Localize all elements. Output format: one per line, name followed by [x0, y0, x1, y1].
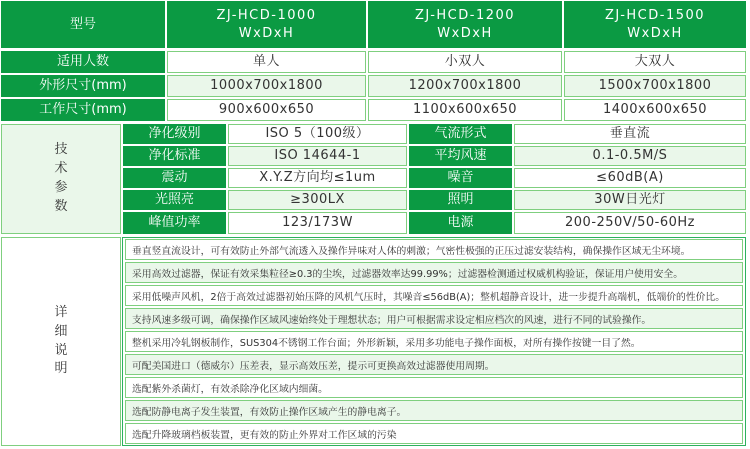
- detail-item: 整机采用冷轧钢板制作，SUS304不锈钢工作台面；外形新颖，采用多功能电子操作面板，对所有操作按键一目了然。: [125, 331, 743, 352]
- tech-value: 0.1-0.5M/S: [514, 146, 746, 166]
- row-value: 1100x600x650: [368, 99, 562, 121]
- tech-label: 照明: [409, 190, 512, 210]
- tech-label: 震动: [123, 168, 226, 188]
- model-dim-label: WxDxH: [238, 25, 295, 41]
- model-dim-label: WxDxH: [627, 25, 683, 41]
- detail-item: 可配美国进口（德威尔）压差表，显示高效压差，提示可更换高效过滤器使用周期。: [125, 354, 743, 375]
- detail-item: 选配紫外杀菌灯，有效杀除净化区域内细菌。: [125, 377, 743, 398]
- tech-value: 30W日光灯: [514, 190, 746, 210]
- tech-value: ISO 14644-1: [228, 146, 407, 166]
- tech-label: 净化标准: [123, 146, 226, 166]
- tech-value: ISO 5（100级）: [228, 124, 407, 144]
- model-header-1000: [167, 1, 366, 48]
- tech-label: 峰值功率: [123, 212, 226, 234]
- detail-item: 采用低噪声风机，2倍于高效过滤器初始压降的风机气压时，其噪音≤56dB(A)；整机超静音设计，进一步提升高端机，低端价的性价比。: [125, 285, 743, 306]
- row-value: 900x600x650: [167, 99, 366, 121]
- detail-item: 选配防静电离子发生装置，有效防止操作区域产生的静电离子。: [125, 400, 743, 421]
- spec-table: [1, 1, 746, 447]
- detail-item: 采用高效过滤器，保证有效采集粒径≥0.3的尘埃，过滤器效率达99.99%；过滤器检测通过权威机构验证，保证用户使用安全。: [125, 262, 743, 283]
- row-value: 1000x700x1800: [167, 75, 366, 97]
- detail-item: 垂直竖直流设计，可有效防止外部气流透入及操作异味对人体的刺激；气密性极强的正压过滤安装结构，确保操作区域无尘环境。: [125, 239, 743, 260]
- model-name: ZJ-HCD-1500: [604, 7, 706, 23]
- tech-value: 垂直流: [514, 124, 746, 144]
- row-label-capacity: 适用人数: [1, 51, 165, 73]
- details-section-label: [1, 237, 121, 446]
- row-label-outer-size: 外形尺寸(mm): [1, 75, 165, 97]
- row-value: 1500x700x1800: [564, 75, 746, 97]
- row-value: 小双人: [368, 51, 562, 73]
- model-dim-label: WxDxH: [437, 25, 493, 41]
- detail-item: 选配升降玻璃档板装置，更有效的防止外界对工作区域的污染: [125, 423, 743, 444]
- model-header-1500: [564, 1, 746, 48]
- tech-value: ≥300LX: [228, 190, 407, 210]
- tech-value: ≤60dB(A): [514, 168, 746, 188]
- tech-section-label: [1, 124, 121, 234]
- row-value: 1200x700x1800: [368, 75, 562, 97]
- row-value: 单人: [167, 51, 366, 73]
- tech-label: 电源: [409, 212, 512, 234]
- row-value: 大双人: [564, 51, 746, 73]
- model-name: ZJ-HCD-1000: [216, 7, 317, 23]
- tech-value: 200-250V/50-60Hz: [514, 212, 746, 234]
- tech-value: 123/173W: [228, 212, 407, 234]
- model-header-label: 型号: [1, 1, 165, 48]
- tech-label: 气流形式: [409, 124, 512, 144]
- tech-label: 光照亮: [123, 190, 226, 210]
- row-value: 1400x600x650: [564, 99, 746, 121]
- tech-value: X.Y.Z方向均≤1um: [228, 168, 407, 188]
- tech-label: 平均风速: [409, 146, 512, 166]
- details-section-text: 详细说明: [54, 304, 68, 377]
- model-header-1200: [368, 1, 562, 48]
- tech-label: 净化级别: [123, 124, 226, 144]
- tech-label: 噪音: [409, 168, 512, 188]
- tech-section-text: 技术参数: [54, 142, 68, 214]
- model-name: ZJ-HCD-1200: [414, 7, 516, 23]
- row-label-work-size: 工作尺寸(mm): [1, 99, 165, 121]
- detail-item: 支持风速多级可调，确保操作区域风速始终处于理想状态；用户可根据需求设定相应档次的风速，进行不同的试验操作。: [125, 308, 743, 329]
